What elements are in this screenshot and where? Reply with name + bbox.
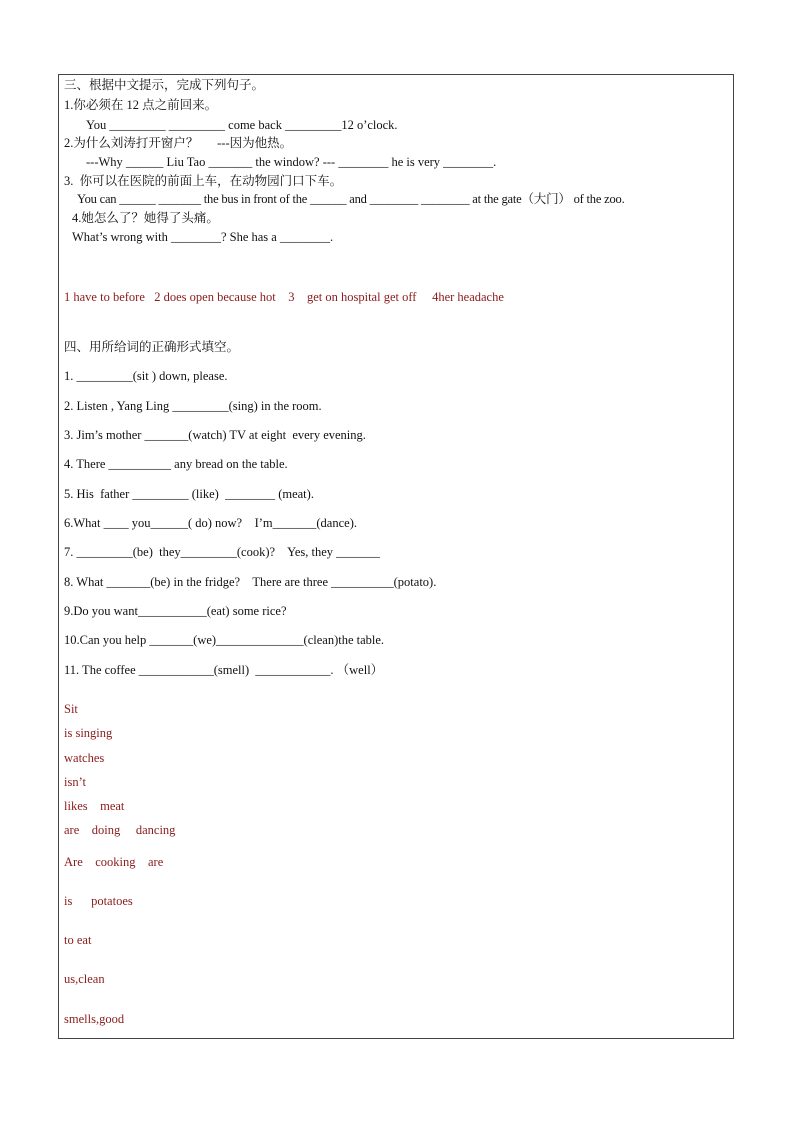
- s4-answer-2: is singing: [64, 726, 113, 740]
- s4-answer-1: Sit: [64, 702, 78, 716]
- section3-answers: 1 have to before 2 does open because hot 3 get on hospital get off 4her headache: [64, 290, 504, 304]
- s4-answer-4: isn’t: [64, 775, 86, 789]
- q1-english: You _________ _________ come back _________12 o’clock.: [86, 118, 398, 132]
- s4-item-8: 8. What _______(be) in the fridge? There are three __________(potato).: [64, 575, 437, 589]
- s4-item-7: 7. _________(be) they_________(cook)? Yes, they _______: [64, 545, 380, 559]
- section4-heading: 四、用所给词的正确形式填空。: [64, 340, 240, 354]
- s4-answer-7: Are cooking are: [64, 855, 164, 869]
- s4-item-10: 10.Can you help _______(we)______________(clean)the table.: [64, 633, 385, 647]
- s4-answer-6: are doing dancing: [64, 823, 176, 837]
- s4-answer-11: smells,good: [64, 1012, 125, 1026]
- s4-item-9: 9.Do you want___________(eat) some rice?: [64, 604, 287, 618]
- s4-item-6: 6.What ____ you______( do) now? I’m_______(dance).: [64, 516, 357, 530]
- q2-chinese: 2.为什么刘涛打开窗户？ ---因为他热。: [64, 136, 293, 150]
- s4-item-1: 1. _________(sit ) down, please.: [64, 369, 228, 383]
- q4-english: What’s wrong with ________? She has a ________.: [72, 230, 334, 244]
- s4-answer-8: is potatoes: [64, 894, 133, 908]
- s4-item-4: 4. There __________ any bread on the table.: [64, 457, 288, 471]
- q2-english: ---Why ______ Liu Tao _______ the window? --- ________ he is very ________.: [86, 155, 497, 169]
- s4-item-5: 5. His father _________ (like) ________ (meat).: [64, 487, 314, 501]
- q3-chinese: 3. 你可以在医院的前面上车，在动物园门口下车。: [64, 174, 343, 188]
- s4-item-11: 11. The coffee ____________(smell) ____________. （well）: [64, 663, 384, 677]
- s4-answer-5: likes meat: [64, 799, 125, 813]
- s4-item-2: 2. Listen , Yang Ling _________(sing) in the room.: [64, 399, 322, 413]
- q4-chinese: 4.她怎么了？她得了头痛。: [72, 211, 219, 225]
- q3-english: You can ______ _______ the bus in front of the ______ and ________ ________ at the gate（大门） of the zoo.: [77, 192, 625, 206]
- q1-chinese: 1.你必须在 12 点之前回来。: [64, 98, 218, 112]
- s4-answer-9: to eat: [64, 933, 92, 947]
- s4-answer-3: watches: [64, 751, 105, 765]
- s4-answer-10: us,clean: [64, 972, 105, 986]
- s4-item-3: 3. Jim’s mother _______(watch) TV at eight every evening.: [64, 428, 366, 442]
- section3-heading: 三、根据中文提示，完成下列句子。: [64, 78, 265, 92]
